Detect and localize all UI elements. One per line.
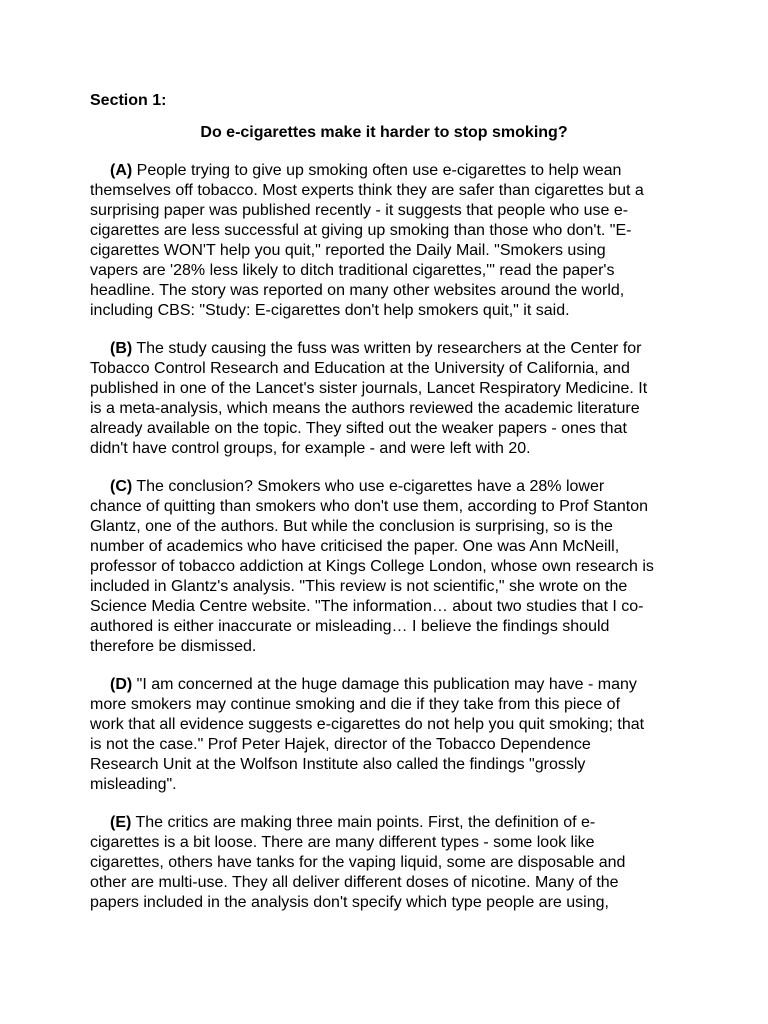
paragraph-c	[90, 477, 658, 657]
paragraph-marker: (A)	[110, 162, 133, 179]
paragraph-d	[90, 675, 658, 795]
paragraph-marker: (E)	[110, 814, 132, 831]
paragraph-text: "I am concerned at the huge damage this publication may have - many more smokers may continue smoking and die if they take from this piece of work that all evidence suggests e-cigarettes do not help you quit smoking; that is not the case." Prof Peter Hajek, director of the Tobacco Dependence Research Unit at the Wolfson Institute also called the findings "grossly misleading".	[90, 676, 645, 793]
paragraph-text: The critics are making three main points. First, the definition of e-cigarettes is a bit loose. There are many different types - some look like cigarettes, others have tanks for the vaping liquid, some are disposable and other are multi-use. They all deliver different doses of nicotine. Many of the papers included in the analysis don't specify which type people are using,	[90, 814, 626, 911]
paragraph-b	[90, 339, 658, 459]
paragraph-text: The study causing the fuss was written by researchers at the Center for Tobacco Control Research and Education at the University of California, and published in one of the Lancet's sister journals, Lancet Respiratory Medicine. It is a meta-analysis, which means the authors reviewed the academic literature already available on the topic. They sifted out the weaker papers - ones that didn't have control groups, for example - and were left with 20.	[90, 340, 648, 457]
paragraph-text: People trying to give up smoking often use e-cigarettes to help wean themselves off tobacco. Most experts think they are safer than cigarettes but a surprising paper was published recently - it suggests that people who use e-cigarettes are less successful at giving up smoking than those who don't. "E-cigarettes WON'T help you quit," reported the Daily Mail. "Smokers using vapers are '28% less likely to ditch traditional cigarettes,'" read the paper's headline. The story was reported on many other websites around the world, including CBS: "Study: E-cigarettes don't help smokers quit," it said.	[90, 162, 644, 319]
paragraph-marker: (D)	[110, 676, 133, 693]
paragraph-text: The conclusion? Smokers who use e-cigarettes have a 28% lower chance of quitting than smokers who don't use them, according to Prof Stanton Glantz, one of the authors. But while the conclusion is surprising, so is the number of academics who have criticised the paper. One was Ann McNeill, professor of tobacco addiction at Kings College London, whose own research is included in Glantz's analysis. "This review is not scientific," she wrote on the Science Media Centre website. "The information… about two studies that I co-authored is either inaccurate or misleading… I believe the findings should therefore be dismissed.	[90, 478, 654, 655]
paragraph-marker: (B)	[110, 340, 133, 357]
paragraph-e	[90, 813, 658, 913]
paragraph-a	[90, 161, 658, 321]
paragraph-marker: (C)	[110, 478, 133, 495]
document-title: Do e-cigarettes make it harder to stop smoking?	[200, 124, 568, 141]
section-heading: Section 1:	[90, 92, 167, 109]
document-page	[90, 91, 658, 931]
